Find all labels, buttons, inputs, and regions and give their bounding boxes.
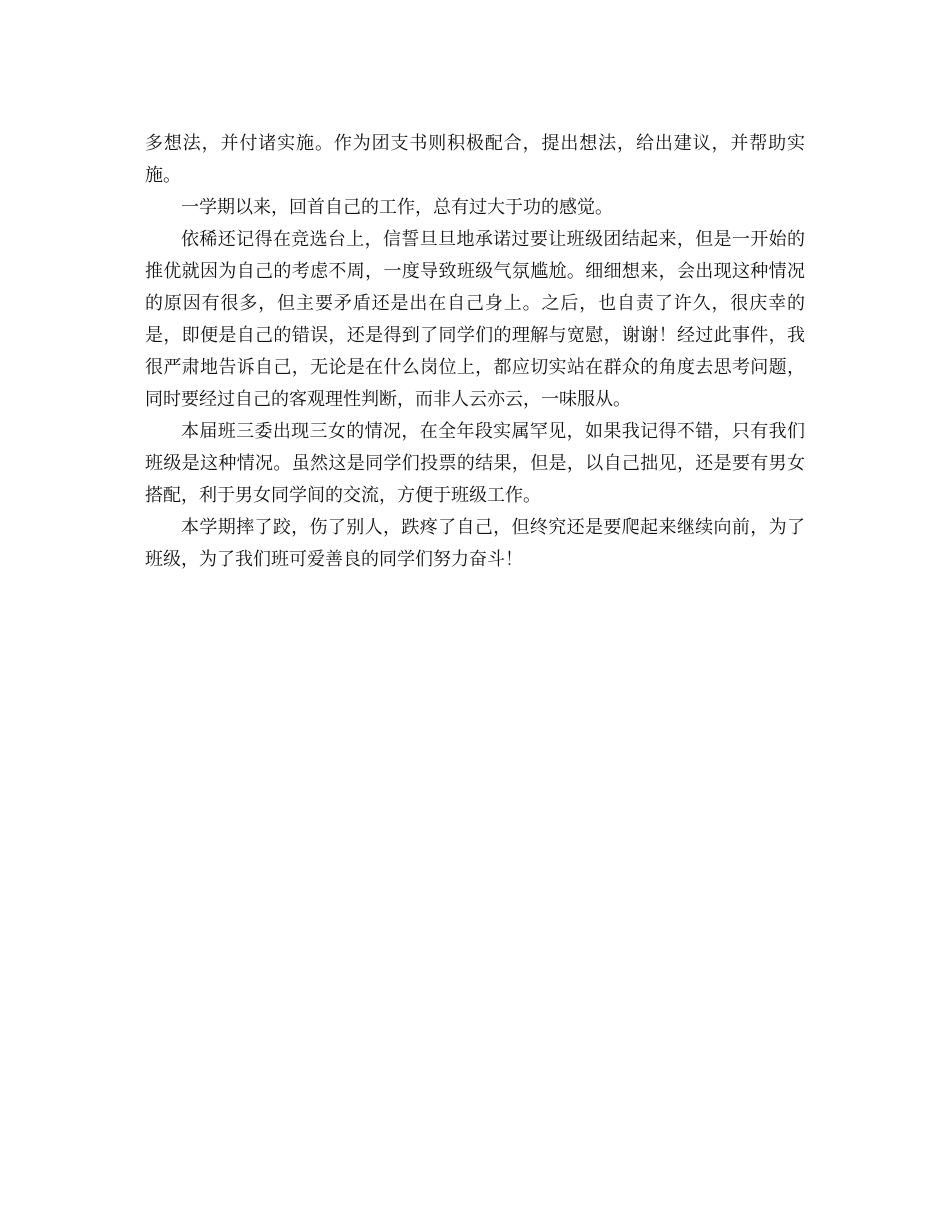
document-body <box>145 128 805 576</box>
paragraph-election-memory: 依稀还记得在竞选台上，信誓旦旦地承诺过要让班级团结起来，但是一开始的推优就因为自己的考虑不周，一度导致班级气氛尴尬。细细想来，会出现这种情况的原因有很多，但主要矛盾还是出在自己身上。之后，也自责了许久，很庆幸的是，即便是自己的错误，还是得到了同学们的理解与宽慰，谢谢！经过此事件，我很严肃地告诉自己，无论是在什么岗位上，都应切实站在群众的角度去思考问题，同时要经过自己的客观理性判断，而非人云亦云，一味服从。 <box>145 229 805 410</box>
paragraph-conclusion: 本学期摔了跤，伤了别人，跌疼了自己，但终究还是要爬起来继续向前，为了班级，为了我们班可爱善良的同学们努力奋斗！ <box>145 517 805 570</box>
paragraph-continuation: 多想法，并付诸实施。作为团支书则积极配合，提出想法，给出建议，并帮助实施。 <box>145 133 805 186</box>
paragraph-reflection: 一学期以来，回首自己的工作，总有过大于功的感觉。 <box>181 197 613 218</box>
paragraph-committee-composition: 本届班三委出现三女的情况，在全年段实属罕见，如果我记得不错，只有我们班级是这种情况。虽然这是同学们投票的结果，但是，以自己拙见，还是要有男女搭配，利于男女同学间的交流，方便于班级工作。 <box>145 421 805 506</box>
